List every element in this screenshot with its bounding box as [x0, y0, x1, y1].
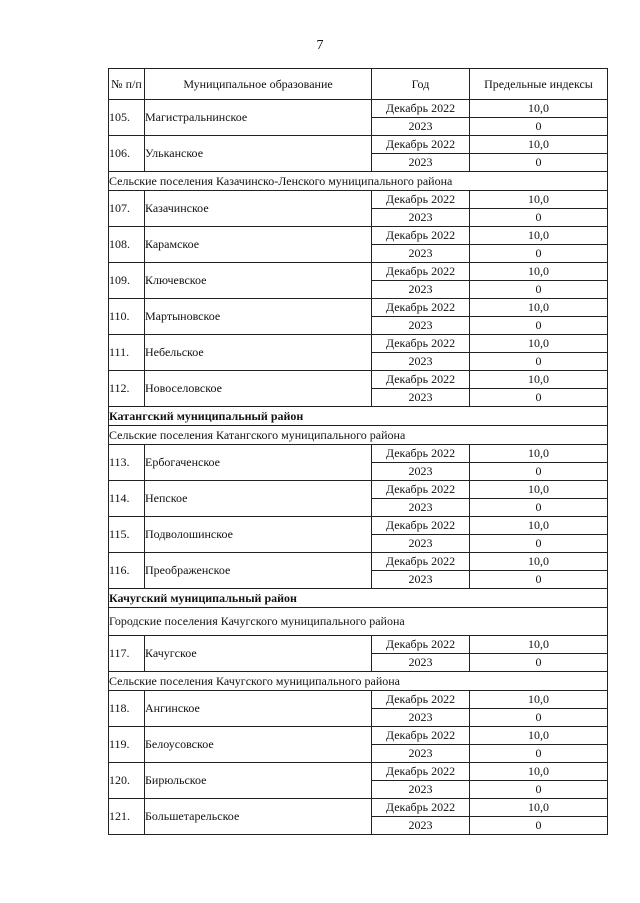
year-cell: 2023: [372, 499, 470, 517]
row-number: 113.: [109, 445, 145, 481]
year-cell: 2023: [372, 535, 470, 553]
index-value: 10,0: [470, 335, 608, 353]
index-value: 0: [470, 353, 608, 371]
index-value: 0: [470, 154, 608, 172]
year-cell: Декабрь 2022: [372, 691, 470, 709]
year-cell: Декабрь 2022: [372, 371, 470, 389]
index-value: 10,0: [470, 553, 608, 571]
year-cell: 2023: [372, 245, 470, 263]
header-name: Муниципальное образование: [145, 69, 372, 100]
municipality-name: Преображенское: [145, 553, 372, 589]
year-cell: Декабрь 2022: [372, 136, 470, 154]
section-row: [109, 608, 608, 636]
year-cell: 2023: [372, 154, 470, 172]
year-cell: Декабрь 2022: [372, 763, 470, 781]
section-row: [109, 172, 608, 191]
year-cell: Декабрь 2022: [372, 799, 470, 817]
municipality-name: Карамское: [145, 227, 372, 263]
index-value: 0: [470, 389, 608, 407]
table-row: [109, 763, 608, 781]
year-cell: Декабрь 2022: [372, 227, 470, 245]
year-cell: 2023: [372, 389, 470, 407]
year-cell: 2023: [372, 709, 470, 727]
table-row: [109, 799, 608, 817]
row-number: 115.: [109, 517, 145, 553]
year-cell: Декабрь 2022: [372, 100, 470, 118]
year-cell: 2023: [372, 817, 470, 835]
header-year: Год: [372, 69, 470, 100]
row-number: 108.: [109, 227, 145, 263]
table-row: [109, 263, 608, 281]
index-value: 10,0: [470, 136, 608, 154]
year-cell: Декабрь 2022: [372, 445, 470, 463]
year-cell: Декабрь 2022: [372, 517, 470, 535]
index-value: 10,0: [470, 445, 608, 463]
index-value: 0: [470, 817, 608, 835]
row-number: 111.: [109, 335, 145, 371]
municipality-name: Ульканское: [145, 136, 372, 172]
index-value: 0: [470, 745, 608, 763]
table-row: [109, 553, 608, 571]
section-row: [109, 672, 608, 691]
index-value: 10,0: [470, 227, 608, 245]
year-cell: 2023: [372, 571, 470, 589]
year-cell: 2023: [372, 745, 470, 763]
table-row: [109, 227, 608, 245]
index-value: 0: [470, 781, 608, 799]
row-number: 114.: [109, 481, 145, 517]
municipality-name: Магистральнинское: [145, 100, 372, 136]
table-row: [109, 335, 608, 353]
index-value: 10,0: [470, 517, 608, 535]
municipality-name: Новоселовское: [145, 371, 372, 407]
table-row: [109, 191, 608, 209]
index-value: 10,0: [470, 263, 608, 281]
index-value: 10,0: [470, 636, 608, 654]
index-value: 0: [470, 245, 608, 263]
municipality-name: Ключевское: [145, 263, 372, 299]
municipality-name: Белоусовское: [145, 727, 372, 763]
row-number: 118.: [109, 691, 145, 727]
district-heading: Качугский муниципальный район: [109, 589, 608, 608]
municipality-name: Казачинское: [145, 191, 372, 227]
table-row: [109, 299, 608, 317]
year-cell: Декабрь 2022: [372, 636, 470, 654]
municipality-name: Бирюльское: [145, 763, 372, 799]
index-value: 10,0: [470, 191, 608, 209]
year-cell: 2023: [372, 353, 470, 371]
table-row: [109, 371, 608, 389]
header-num: № п/п: [109, 69, 145, 100]
row-number: 119.: [109, 727, 145, 763]
settlement-group-heading: Сельские поселения Качугского муниципального района: [109, 672, 608, 691]
index-value: 0: [470, 463, 608, 481]
index-value: 0: [470, 571, 608, 589]
year-cell: 2023: [372, 281, 470, 299]
year-cell: 2023: [372, 654, 470, 672]
table-row: [109, 636, 608, 654]
municipality-name: Ангинское: [145, 691, 372, 727]
municipality-name: Качугское: [145, 636, 372, 672]
section-row: [109, 407, 608, 426]
table-header-row: [109, 69, 608, 100]
row-number: 121.: [109, 799, 145, 835]
year-cell: 2023: [372, 317, 470, 335]
indices-table: [108, 68, 608, 835]
row-number: 107.: [109, 191, 145, 227]
year-cell: Декабрь 2022: [372, 481, 470, 499]
table-row: [109, 481, 608, 499]
municipality-name: Ербогаченское: [145, 445, 372, 481]
index-value: 0: [470, 709, 608, 727]
index-value: 10,0: [470, 727, 608, 745]
row-number: 110.: [109, 299, 145, 335]
index-value: 10,0: [470, 763, 608, 781]
row-number: 106.: [109, 136, 145, 172]
index-value: 0: [470, 535, 608, 553]
index-value: 10,0: [470, 799, 608, 817]
year-cell: Декабрь 2022: [372, 191, 470, 209]
table-row: [109, 517, 608, 535]
year-cell: Декабрь 2022: [372, 263, 470, 281]
table-row: [109, 100, 608, 118]
index-value: 0: [470, 281, 608, 299]
district-heading: Катангский муниципальный район: [109, 407, 608, 426]
index-value: 0: [470, 209, 608, 227]
index-value: 10,0: [470, 299, 608, 317]
settlement-group-heading: Сельские поселения Казачинско-Ленского муниципального района: [109, 172, 608, 191]
index-value: 10,0: [470, 371, 608, 389]
row-number: 116.: [109, 553, 145, 589]
section-row: [109, 589, 608, 608]
row-number: 117.: [109, 636, 145, 672]
table-body: [109, 100, 608, 835]
index-value: 0: [470, 317, 608, 335]
table-row: [109, 136, 608, 154]
row-number: 109.: [109, 263, 145, 299]
index-value: 10,0: [470, 481, 608, 499]
table-row: [109, 727, 608, 745]
municipality-name: Мартыновское: [145, 299, 372, 335]
municipality-name: Непское: [145, 481, 372, 517]
year-cell: 2023: [372, 209, 470, 227]
settlement-group-heading: Городские поселения Качугского муниципального района: [109, 608, 608, 636]
year-cell: Декабрь 2022: [372, 299, 470, 317]
table-row: [109, 691, 608, 709]
row-number: 120.: [109, 763, 145, 799]
year-cell: Декабрь 2022: [372, 727, 470, 745]
header-index: Предельные индексы: [470, 69, 608, 100]
year-cell: Декабрь 2022: [372, 335, 470, 353]
table-row: [109, 445, 608, 463]
index-value: 10,0: [470, 100, 608, 118]
municipality-name: Большетарельское: [145, 799, 372, 835]
year-cell: 2023: [372, 781, 470, 799]
page-number: 7: [316, 38, 324, 53]
year-cell: Декабрь 2022: [372, 553, 470, 571]
municipality-name: Подволошинское: [145, 517, 372, 553]
settlement-group-heading: Сельские поселения Катангского муниципального района: [109, 426, 608, 445]
index-value: 10,0: [470, 691, 608, 709]
year-cell: 2023: [372, 118, 470, 136]
row-number: 105.: [109, 100, 145, 136]
municipality-name: Небельское: [145, 335, 372, 371]
index-value: 0: [470, 654, 608, 672]
row-number: 112.: [109, 371, 145, 407]
index-value: 0: [470, 118, 608, 136]
section-row: [109, 426, 608, 445]
year-cell: 2023: [372, 463, 470, 481]
index-value: 0: [470, 499, 608, 517]
